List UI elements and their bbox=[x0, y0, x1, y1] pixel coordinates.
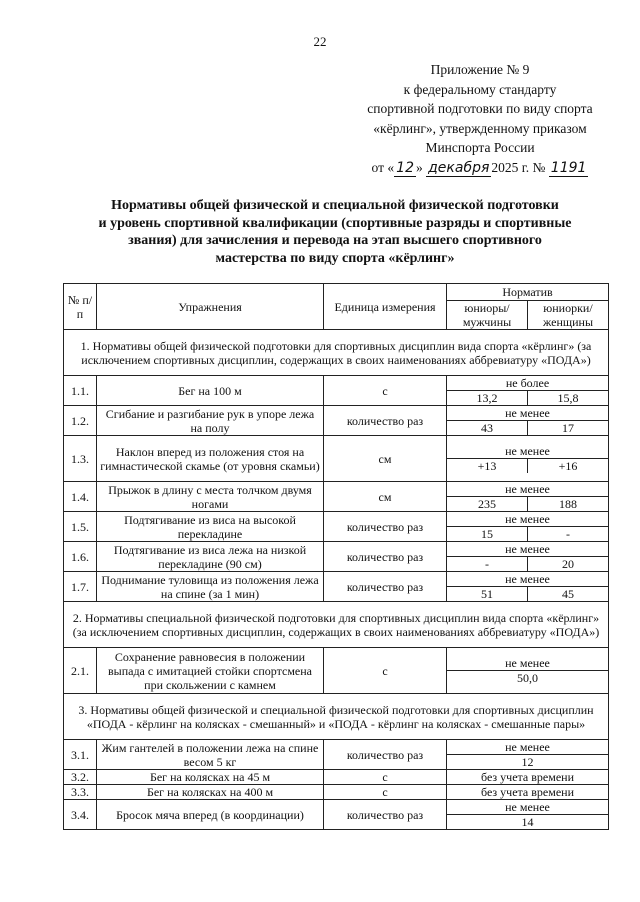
row-norm bbox=[447, 376, 609, 406]
row-unit: количество раз bbox=[324, 512, 447, 542]
page-number: 22 bbox=[313, 34, 327, 49]
row-norm bbox=[447, 648, 609, 694]
row-norm bbox=[447, 406, 609, 436]
row-exercise: Бег на 100 м bbox=[97, 376, 324, 406]
header-unit: Единица измерения bbox=[324, 284, 447, 330]
table-row bbox=[64, 740, 609, 770]
handwritten-day: 12 bbox=[396, 159, 414, 176]
row-exercise: Жим гантелей в положении лежа на спине весом 5 кг bbox=[97, 740, 324, 770]
norms-table bbox=[63, 283, 609, 830]
norm-value-men: 235 bbox=[478, 497, 496, 511]
row-exercise: Сгибание и разгибание рук в упоре лежа на полу bbox=[97, 406, 324, 436]
row-unit: с bbox=[324, 770, 447, 785]
date-year: 2025 г. № bbox=[491, 159, 546, 175]
table-row bbox=[64, 542, 609, 572]
norm-value: 14 bbox=[521, 815, 534, 829]
norm-value-men: 13,2 bbox=[476, 391, 498, 405]
norm-condition: не менее bbox=[447, 542, 608, 557]
norm-value-women: +16 bbox=[527, 459, 608, 473]
norm-condition: не более bbox=[447, 376, 608, 391]
appendix-line: спортивной подготовки по виду спорта bbox=[367, 101, 593, 116]
table-row bbox=[64, 785, 609, 800]
section-title: 1. Нормативы общей физической подготовки для спортивных дисциплин вида спорта «кёрлинг» (за исключением спортивных дисциплин, содержащих в своих наименованиях аббревиатуру «ПОДА») bbox=[64, 330, 609, 376]
row-exercise: Подтягивание из виса на высокой перекладине bbox=[97, 512, 324, 542]
order-date-line bbox=[350, 158, 610, 178]
header-women: юниорки/ женщины bbox=[528, 301, 609, 330]
row-norm bbox=[447, 482, 609, 512]
row-number: 1.3. bbox=[64, 436, 97, 482]
row-exercise: Прыжок в длину с места толчком двумя ногами bbox=[97, 482, 324, 512]
row-number: 2.1. bbox=[64, 648, 97, 694]
row-number: 3.2. bbox=[64, 770, 97, 785]
appendix-line: Минспорта России bbox=[425, 140, 535, 155]
title-line: мастерства по виду спорта «кёрлинг» bbox=[215, 250, 455, 266]
norm-value-women: - bbox=[527, 527, 608, 541]
row-unit: см bbox=[324, 482, 447, 512]
norm-value: 12 bbox=[521, 755, 534, 769]
row-norm bbox=[447, 512, 609, 542]
row-number: 1.1. bbox=[64, 376, 97, 406]
appendix-line: к федеральному стандарту bbox=[403, 81, 557, 97]
norm-value-women: 20 bbox=[527, 557, 608, 571]
title-line: Нормативы общей физической и специальной физической подготовки bbox=[111, 198, 559, 213]
handwritten-month: декабря bbox=[428, 159, 490, 176]
header-norm: Норматив bbox=[447, 284, 609, 301]
row-unit: количество раз bbox=[324, 572, 447, 602]
row-norm: без учета времени bbox=[447, 785, 609, 800]
row-number: 3.3. bbox=[64, 785, 97, 800]
table-row bbox=[64, 482, 609, 512]
row-exercise: Наклон вперед из положения стоя на гимнастической скамье (от уровня скамьи) bbox=[97, 436, 324, 482]
row-unit: с bbox=[324, 376, 447, 406]
appendix-block bbox=[350, 60, 610, 177]
header-men: юниоры/ мужчины bbox=[447, 301, 528, 330]
table-row bbox=[64, 572, 609, 602]
row-unit: количество раз bbox=[324, 740, 447, 770]
norm-condition: не менее bbox=[447, 740, 608, 755]
table-row bbox=[64, 376, 609, 406]
row-norm bbox=[447, 572, 609, 602]
table-row bbox=[64, 436, 609, 482]
row-exercise: Сохранение равновесия в положении выпада с имитацией стойки спортсмена при скольжении с камнем bbox=[97, 648, 324, 694]
header-number: № п/п bbox=[64, 284, 97, 330]
norm-value-women: 188 bbox=[527, 497, 608, 511]
table-row bbox=[64, 800, 609, 830]
row-norm bbox=[447, 436, 609, 482]
header-exercise: Упражнения bbox=[97, 284, 324, 330]
row-norm bbox=[447, 800, 609, 830]
row-number: 1.4. bbox=[64, 482, 97, 512]
row-unit: количество раз bbox=[324, 542, 447, 572]
row-number: 3.1. bbox=[64, 740, 97, 770]
row-number: 1.5. bbox=[64, 512, 97, 542]
norm-value-women: 15,8 bbox=[527, 391, 608, 405]
date-prefix: от « bbox=[371, 159, 395, 175]
row-exercise: Подтягивание из виса лежа на низкой перекладине (90 см) bbox=[97, 542, 324, 572]
row-number: 1.6. bbox=[64, 542, 97, 572]
norm-condition: не менее bbox=[447, 444, 608, 459]
section-title: 3. Нормативы общей физической и специальной физической подготовки для спортивных дисциплин «ПОДА - кёрлинг на колясках - смешанный» и «ПОДА - кёрлинг на колясках - смешанные пары» bbox=[64, 694, 609, 740]
norm-value-men: +13 bbox=[477, 459, 497, 473]
row-exercise: Поднимание туловища из положения лежа на спине (за 1 мин) bbox=[97, 572, 324, 602]
norm-condition: не менее bbox=[447, 406, 608, 421]
row-unit: с bbox=[324, 785, 447, 800]
row-unit: с bbox=[324, 648, 447, 694]
norm-condition: не менее bbox=[447, 656, 608, 671]
row-norm: без учета времени bbox=[447, 770, 609, 785]
row-number: 3.4. bbox=[64, 800, 97, 830]
row-norm bbox=[447, 542, 609, 572]
table-row bbox=[64, 648, 609, 694]
appendix-line: Приложение № 9 bbox=[430, 62, 530, 77]
norm-value-women: 45 bbox=[527, 587, 608, 601]
row-unit: количество раз bbox=[324, 800, 447, 830]
table-row bbox=[64, 770, 609, 785]
row-exercise: Бег на колясках на 400 м bbox=[97, 785, 324, 800]
row-unit: см bbox=[324, 436, 447, 482]
row-number: 1.2. bbox=[64, 406, 97, 436]
appendix-line: «кёрлинг», утвержденному приказом bbox=[373, 120, 587, 136]
row-unit: количество раз bbox=[324, 406, 447, 436]
section-title: 2. Нормативы специальной физической подготовки для спортивных дисциплин вида спорта «кёрлинг» (за исключением спортивных дисциплин, содержащих в своих наименованиях аббревиатуру «ПОДА») bbox=[64, 602, 609, 648]
norm-value-women: 17 bbox=[527, 421, 608, 435]
norm-value-men: - bbox=[485, 557, 489, 571]
norm-value: 50,0 bbox=[517, 671, 538, 685]
norm-condition: не менее bbox=[447, 482, 608, 497]
norm-value-men: 51 bbox=[481, 587, 493, 601]
norm-condition: не менее bbox=[447, 572, 608, 587]
row-exercise: Бросок мяча вперед (в координации) bbox=[97, 800, 324, 830]
norm-value-men: 15 bbox=[481, 527, 493, 541]
handwritten-order-number: 1191 bbox=[550, 159, 587, 176]
norm-condition: не менее bbox=[447, 512, 608, 527]
title-line: и уровень спортивной квалификации (спортивные разряды и спортивные bbox=[98, 215, 572, 231]
date-mid: » bbox=[415, 159, 423, 175]
row-exercise: Бег на колясках на 45 м bbox=[97, 770, 324, 785]
row-norm bbox=[447, 740, 609, 770]
norm-condition: не менее bbox=[447, 800, 608, 815]
row-number: 1.7. bbox=[64, 572, 97, 602]
table-row bbox=[64, 512, 609, 542]
table-row bbox=[64, 406, 609, 436]
norm-value-men: 43 bbox=[481, 421, 493, 435]
document-title bbox=[70, 197, 600, 267]
title-line: звания) для зачисления и перевода на этап высшего спортивного bbox=[128, 233, 542, 248]
